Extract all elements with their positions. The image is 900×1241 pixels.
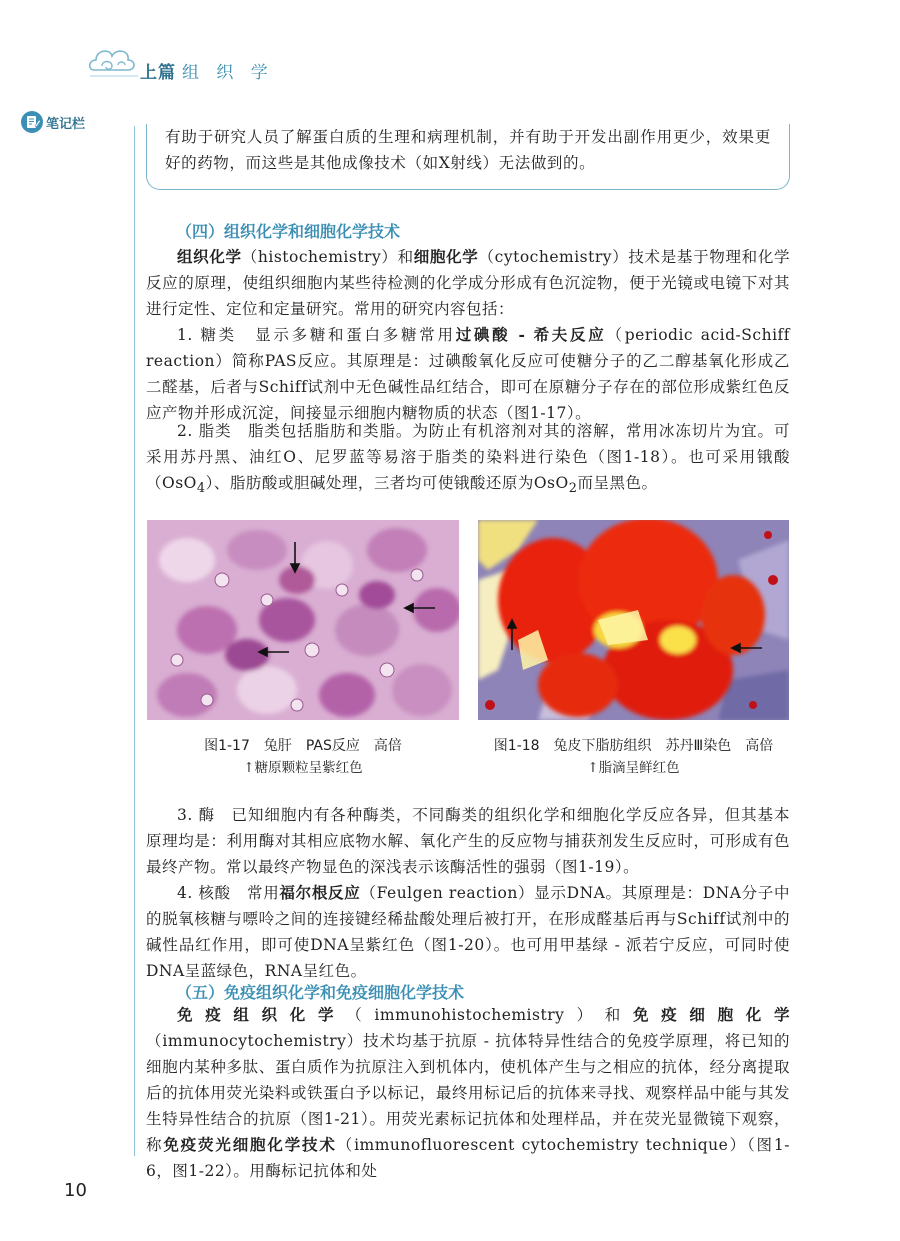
note-label: 笔记栏 (46, 117, 86, 132)
term-immunofluorescent-cytochemistry: 免疫荧光细胞化学技术 (163, 1135, 337, 1154)
callout-box (146, 124, 790, 190)
header-subject: 组 织 学 (182, 63, 274, 83)
figure-1-18-sudan-fat (478, 520, 789, 720)
notepad-pencil-icon (20, 110, 44, 134)
figure-1-17-subcaption: ↑糖原颗粒呈紫红色 (243, 760, 363, 776)
figure-1-18-caption: 图1-18 兔皮下脂肪组织 苏丹Ⅲ染色 高倍 (493, 738, 774, 754)
figure-1-17-pas-liver (147, 520, 459, 720)
cloud-ornament-icon (88, 40, 140, 80)
header-part: 上篇 (140, 63, 176, 83)
term-immunocytochemistry: 免疫细胞化学 (632, 1005, 790, 1024)
figure-1-17-caption: 图1-17 兔肝 PAS反应 高倍 (204, 738, 402, 754)
section-5-intro: 免疫组织化学（immunohistochemistry）和免疫细胞化学（immunocytochemistry）技术均基于抗原 - 抗体特异性结合的免疫学原理，将已知的细胞内某种多肽、蛋白质作为抗原注入到机体内，使机体产生与之相应的抗体，经分离提取后的抗体用荧光染料或铁蛋白予以标记，最终用标记后的抗体来寻找、观察样品中能与其发生特异性结合的抗原（图1-21）。用荧光素标记抗体和处理样品，并在荧光显微镜下观察，称免疫荧光细胞化学技术（immunofluorescent cytochemistry technique）（图1-6，图1-22）。用酶标记抗体和处 (146, 1005, 790, 1180)
term-pas-reaction: 过碘酸 - 希夫反应 (455, 325, 607, 344)
paragraph-enzymes: 3. 酶 已知细胞内有各种酶类，不同酶类的组织化学和细胞化学反应各异，但其基本原理均是：利用酶对其相应底物水解、氧化产生的反应物与捕获剂发生反应时，可形成有色最终产物。常以最终产物显色的深浅表示该酶活性的强弱（图1-19）。 (146, 806, 790, 876)
section-4-title: （四）组织化学和细胞化学技术 (176, 222, 401, 241)
term-feulgen-reaction: 福尔根反应 (279, 883, 361, 902)
header-title (140, 58, 274, 83)
section-4-intro: 组织化学（histochemistry）和细胞化学（cytochemistry）技术是基于物理和化学反应的原理，使组织细胞内某些待检测的化学成分形成有色沉淀物，便于光镜或电镜下对其进行定性、定位和定量研究。常用的研究内容包括： (146, 247, 791, 318)
figure-1-18-subcaption: ↑脂滴呈鲜红色 (587, 760, 680, 776)
running-header (88, 40, 288, 88)
paragraph-carbohydrates: 1. 糖类 显示多糖和蛋白多糖常用过碘酸 - 希夫反应（periodic acid-Schiff reaction）简称PAS反应。其原理是：过碘酸氧化反应可使糖分子的乙二醇基氧化形成乙二醛基，后者与Schiff试剂中无色碱性品红结合，即可在原糖分子存在的部位形成紫红色反应产物并形成沉淀，间接显示细胞内糖物质的状态（图1-17）。 (146, 325, 790, 422)
note-column-label (20, 110, 140, 140)
paragraph-lipids: 2. 脂类 脂类包括脂肪和类脂。为防止有机溶剂对其的溶解，常用冰冻切片为宜。可采用苏丹黑、油红O、尼罗蓝等易溶于脂类的染料进行染色（图1-18）。也可采用锇酸（OsO$_4$）、脂肪酸或胆碱处理，三者均可使锇酸还原为OsO$_2$而呈黑色。 (146, 422, 790, 497)
sudan-micrograph-image (478, 520, 789, 720)
term-immunohistochemistry: 免疫组织化学 (177, 1005, 347, 1024)
note-column-divider (134, 126, 135, 1156)
term-cytochemistry: 细胞化学 (413, 247, 479, 266)
paragraph-nucleic-acids: 4. 核酸 常用福尔根反应（Feulgen reaction）显示DNA。其原理是：DNA分子中的脱氧核糖与嘌呤之间的连接键经稀盐酸处理后被打开，在形成醛基后再与Schiff试剂中的碱性品红作用，即可使DNA呈紫红色（图1-20）。也可用甲基绿 - 派若宁反应，可同时使DNA呈蓝绿色，RNA呈红色。 (146, 883, 790, 980)
pas-micrograph-image (147, 520, 459, 720)
term-histochemistry: 组织化学 (177, 247, 242, 266)
callout-text: 有助于研究人员了解蛋白质的生理和病理机制，并有助于开发出副作用更少，效果更好的药物，而这些是其他成像技术（如X射线）无法做到的。 (165, 128, 771, 172)
page-number: 10 (64, 1180, 87, 1201)
section-5-title: （五）免疫组织化学和免疫细胞化学技术 (176, 983, 465, 1002)
